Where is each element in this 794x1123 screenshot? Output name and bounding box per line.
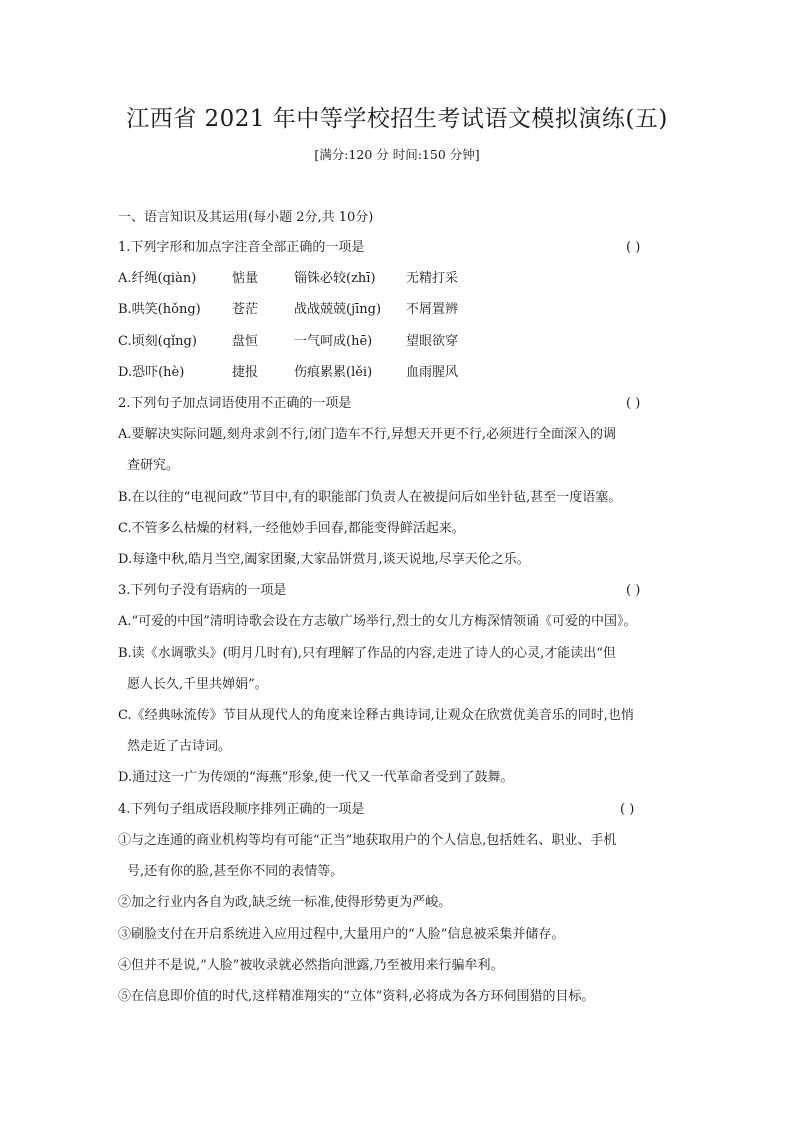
q4-sentence-4: ④但并不是说,“人脸”被收录就必然指向泄露,乃至被用来行骗牟利。	[118, 958, 504, 973]
q1-option-a-3: 锱铢必较(zhī)	[294, 271, 376, 286]
q2-option-d: D.每逢中秋,皓月当空,阖家团聚,大家品饼赏月,谈天说地,尽享天伦之乐。	[118, 552, 530, 567]
question-3-answer-blank: ( )	[626, 583, 641, 598]
q2-option-c: C.不管多么枯燥的材料,一经他妙手回春,都能变得鲜活起来。	[118, 521, 465, 536]
q4-sentence-1: ①与之连通的商业机构等均有可能“正当”地获取用户的个人信息,包括姓名、职业、手机	[118, 833, 617, 848]
q4-sentence-2: ②加之行业内各自为政,缺乏统一标准,使得形势更为严峻。	[118, 895, 452, 910]
q1-option-a-1: A.纤绳(qiàn)	[118, 271, 197, 286]
q1-option-c-3: 一气呵成(hē)	[294, 334, 373, 349]
q4-sentence-3: ③刷脸支付在开启系统进入应用过程中,大量用户的“人脸”信息被采集并储存。	[118, 927, 565, 942]
q4-sentence-1-continued: 号,还有你的脸,甚至你不同的表情等。	[127, 864, 344, 879]
q3-option-b: B.读《水调歌头》(明月几时有),只有理解了作品的内容,走进了诗人的心灵,才能读出“但	[118, 646, 616, 661]
q3-option-c-continued: 然走近了古诗词。	[127, 739, 232, 754]
question-2-answer-blank: ( )	[626, 396, 641, 411]
question-1-answer-blank: ( )	[626, 240, 641, 255]
question-2-stem: 2.下列句子加点词语使用不正确的一项是	[118, 396, 352, 411]
question-4-stem: 4.下列句子组成语段顺序排列正确的一项是	[118, 802, 365, 817]
q1-option-a-4: 无精打采	[406, 271, 459, 286]
q1-option-d-3: 伤痕累累(lěi)	[294, 365, 373, 380]
q2-option-a: A.要解决实际问题,刻舟求剑不行,闭门造车不行,异想天开更不行,必须进行全面深入的调	[118, 427, 617, 442]
q2-option-b: B.在以往的“电视问政”节目中,有的职能部门负责人在被提问后如坐针毡,甚至一度语塞。	[118, 490, 622, 505]
q3-option-a: A.“可爱的中国”清明诗歌会设在方志敏广场举行,烈士的女儿方梅深情领诵《可爱的中国》。	[118, 614, 637, 629]
q2-option-a-continued: 查研究。	[127, 458, 180, 473]
q1-option-b-3: 战战兢兢(jīng)	[294, 302, 382, 317]
q4-sentence-5: ⑤在信息即价值的时代,这样精准翔实的“立体”资料,必将成为各方环伺围猎的目标。	[118, 989, 595, 1004]
q1-option-d-1: D.恐吓(hè)	[118, 365, 185, 380]
question-3-stem: 3.下列句子没有语病的一项是	[118, 583, 287, 598]
q3-option-b-continued: 愿人长久,千里共婵娟”。	[127, 677, 268, 692]
q3-option-d: D.通过这一广为传颂的“海燕”形象,使一代又一代革命者受到了鼓舞。	[118, 770, 514, 785]
q1-option-b-2: 苍茫	[232, 302, 259, 317]
q1-option-b-4: 不屑置辨	[406, 302, 459, 317]
q1-option-c-2: 盘恒	[232, 334, 259, 349]
q1-option-b-1: B.哄笑(hǒng)	[118, 302, 201, 317]
section-heading: 一、语言知识及其运用(每小题 2分,共 10分)	[118, 210, 374, 225]
q1-option-c-1: C.顷刻(qǐng)	[118, 334, 197, 349]
q1-option-d-4: 血雨腥风	[406, 365, 459, 380]
q1-option-a-2: 惦量	[232, 271, 259, 286]
q3-option-c: C.《经典咏流传》节目从现代人的角度来诠释古典诗词,让观众在欣赏优美音乐的同时,也悄	[118, 708, 634, 723]
q1-option-c-4: 望眼欲穿	[406, 334, 459, 349]
page-title: 江西省 2021 年中等学校招生考试语文模拟演练(五)	[126, 106, 668, 132]
q1-option-d-2: 捷报	[232, 365, 259, 380]
question-4-answer-blank: ( )	[620, 802, 635, 817]
exam-info: [满分:120 分 时间:150 分钟]	[314, 147, 480, 162]
question-1-stem: 1.下列字形和加点字注音全部正确的一项是	[118, 240, 365, 255]
